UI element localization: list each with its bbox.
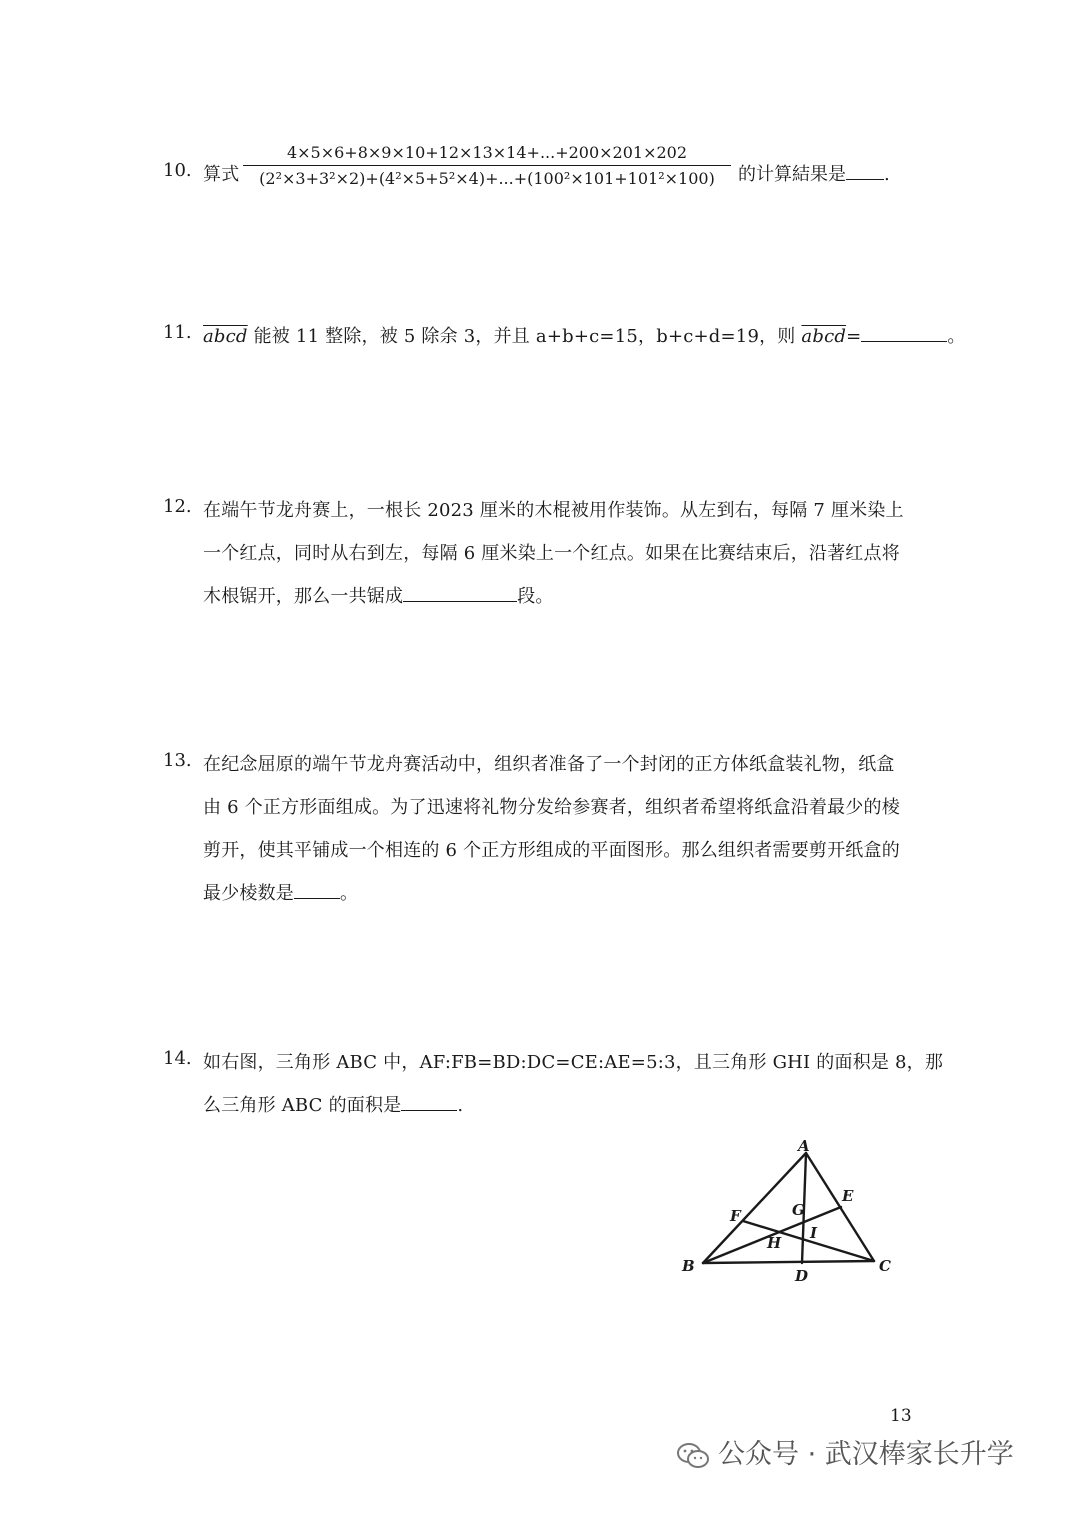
page-number: 13 [890, 1406, 912, 1426]
question-line: 剪开，使其平铺成一个相连的 6 个正方形组成的平面图形。那么组织者需要剪开纸盒的 [203, 840, 900, 861]
question-line: 一个红点，同时从右到左，每隔 6 厘米染上一个红点。如果在比赛结束后，沿著红点将 [203, 543, 900, 564]
answer-blank [403, 583, 517, 602]
question-number: 11. [163, 322, 192, 343]
label-G: G [792, 1201, 805, 1219]
label-I: I [810, 1224, 818, 1242]
label-F: F [730, 1207, 741, 1225]
fraction-numerator: 4×5×6+8×9×10+12×13×14+...+200×201×202 [286, 143, 688, 162]
answer-blank [861, 323, 947, 342]
segment-CF [743, 1221, 874, 1261]
question-tail: 的计算結果是 . [738, 160, 890, 186]
question-text: abcd 能被 11 整除，被 5 除余 3，并且 a+b+c=15，b+c+d=19，则 abcd= 。 [203, 322, 966, 348]
label-H: H [767, 1234, 782, 1252]
question-number: 10. [163, 160, 192, 181]
label-E: E [842, 1187, 854, 1205]
question-number: 14. [163, 1048, 192, 1069]
question-line: 在纪念屈原的端午节龙舟赛活动中，组织者准备了一个封闭的正方体纸盒装礼物，纸盒 [203, 754, 895, 775]
answer-blank [846, 161, 884, 180]
answer-blank [401, 1092, 457, 1111]
side-AB [703, 1153, 806, 1263]
label-B: B [682, 1257, 695, 1275]
triangle-diagram [676, 1135, 906, 1290]
fraction-expression [243, 142, 731, 190]
question-line: 么三角形 ABC 的面积是 . [203, 1091, 463, 1117]
fraction-denominator: (2²×3+3²×2)+(4²×5+5²×4)+...+(100²×101+101²×100) [259, 169, 715, 188]
question-number: 12. [163, 496, 192, 517]
question-line: 如右图，三角形 ABC 中，AF:FB=BD:DC=CE:AE=5:3，且三角形 GHI 的面积是 8，那 [203, 1052, 944, 1073]
question-line: 最少棱数是 。 [203, 879, 358, 905]
watermark-footer [676, 1432, 1014, 1471]
question-line: 在端午节龙舟赛上，一根长 2023 厘米的木棍被用作装饰。从左到右，每隔 7 厘米染上 [203, 500, 904, 521]
triangle-figure [676, 1135, 906, 1294]
wechat-icon [676, 1441, 710, 1471]
answer-blank [294, 880, 340, 899]
question-line: 木根锯开，那么一共锯成 段。 [203, 582, 554, 608]
fraction-bar [243, 165, 731, 166]
question-number: 13. [163, 750, 192, 771]
label-D: D [795, 1267, 809, 1285]
question-label: 算式 [203, 164, 240, 185]
overline-number: abcd [203, 326, 248, 347]
footer-text: 公众号 · 武汉棒家长升学 [718, 1439, 1014, 1470]
label-A: A [798, 1137, 810, 1155]
overline-number: abcd [801, 326, 847, 347]
side-BC [703, 1261, 874, 1263]
question-line: 由 6 个正方形面组成。为了迅速将礼物分发给参赛者，组织者希望将纸盒沿着最少的棱 [203, 797, 900, 818]
label-C: C [879, 1257, 891, 1275]
